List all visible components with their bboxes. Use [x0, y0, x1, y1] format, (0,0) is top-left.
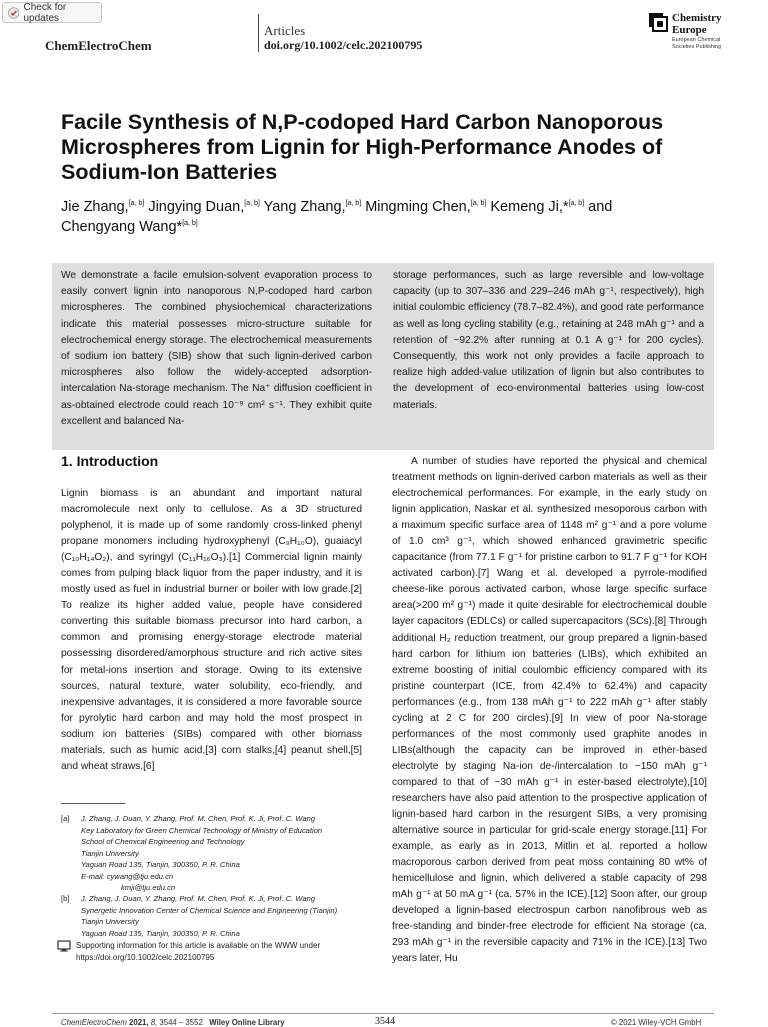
affiliation-b-lines	[81, 893, 401, 939]
article-title: Facile Synthesis of N,P-codoped Hard Carbon Nanoporous Microspheres from Lignin for High-Performance Anodes of Sodium-Ion Batteries	[61, 110, 664, 184]
author-name: Chengyang Wang*	[61, 219, 183, 235]
author-affiliation: [a, b]	[470, 200, 487, 208]
affiliation-line: Tianjin University	[81, 917, 139, 926]
publisher-subtitle-line1: European Chemical	[672, 37, 721, 43]
author-affiliation: [a, b]	[128, 200, 145, 208]
section-label: Articles	[264, 23, 306, 38]
affiliation-line: J. Zhang, J. Duan, Y. Zhang, Prof. M. Chen, Prof. K. Ji, Prof. C. Wang	[81, 894, 316, 903]
affiliation-line: Yaguan Road 135, Tianjin, 300350, P. R. China	[81, 928, 240, 938]
affiliation-a-lines	[81, 813, 401, 894]
affiliation-a	[61, 813, 401, 894]
affiliation-line: Tianjin University	[81, 848, 139, 858]
footer-divider	[52, 1013, 714, 1014]
footer-copyright: © 2021 Wiley-VCH GmbH	[611, 1018, 702, 1027]
abstract-column-right: storage performances, such as large reversible and low-voltage capacity (up to 307–336 and 229–246 mAh g⁻¹, respectively), high initial coulombic efficiency (78.7–82.4%), and good rate performance as well as long cycling stability (e.g., retaining at 248 mAh g⁻¹ and a retention of ~92.2% after running at 0.1 A g⁻¹ for 200 cycles). Consequently, this work not only provides a facile approach to realize high added-value utilization of lignin but also contributes to the development of eco-environmental batteries using low-cost materials.	[393, 270, 704, 411]
supporting-info-note[interactable]: Supporting information for this article is available on the WWW under https://doi.org/10.1002/celc.202100795	[76, 941, 321, 962]
footer-library-link[interactable]: Wiley Online Library	[209, 1018, 285, 1027]
author-list	[61, 197, 721, 237]
footer-volume: 8,	[150, 1018, 158, 1027]
section-heading: 1. Introduction	[61, 453, 159, 469]
publisher-name-line1: Chemistry	[672, 12, 722, 24]
check-for-updates-badge[interactable]	[2, 2, 102, 23]
intro-paragraph-left: Lignin biomass is an abundant and important natural macromolecule next only to cellulose. As a 3D structured polyphenol, it is made up of some randomly cross-linked phenyl propane monomers including hydroxyphenyl (C₉H₁₀O), guaiacyl (C₁₀H₁₄O₂), and syringyl (C₁₁H₁₆O₃).[1] Commercial lignin mainly comes from pulping black liquor from the paper industry, and it is mostly used as fuel in industrial burner or boiler with low grade.[2] To realize its higher added value, people have considered converting this suitable biomass precursor into hard carbon, a common and promising energy-storage electrode material possessing disordered/amorphous structure and rich active sites for metal-ions insertion and storage. Owing to its extensive sources, natural texture, water solubility, eco-friendly, and inexpensive advantages, it is considered a more favorable source for pyrolytic hard carbon and may hold the most prospect in sodium ion batteries (SIBs) compared with other biomass materials, such as humic acid,[3] corn stalks,[4] peanut shell,[5] and wheat straws.[6]	[61, 488, 362, 772]
affiliation-line: School of Chemical Engineering and Technology	[81, 837, 245, 846]
affiliation-line: Key Laboratory for Green Chemical Technology of Ministry of Education	[81, 825, 323, 835]
author-conjunction: and	[588, 199, 613, 215]
author-name: Yang Zhang,	[263, 199, 346, 215]
author-affiliation: [a, b]	[244, 200, 260, 208]
affiliation-tag: [b]	[61, 894, 70, 903]
publisher-name	[672, 12, 742, 36]
affiliation-tag: [a]	[61, 814, 70, 823]
footer-citation	[61, 1018, 285, 1027]
author-name: Jie Zhang,	[61, 199, 129, 215]
abstract-column-left: We demonstrate a facile emulsion-solvent evaporation process to easily convert lignin into nanoporous N,P-codoped hard carbon microspheres. The combined physiochemical characterizations indicate this material possesses micro-structure suitable for electrochemical energy storage. The electrochemical measurements of sodium ion battery (SIB) show that such lignin-derived carbon microspheres also follow the widely-accepted adsorption-intercalation Na-storage mechanism. The Na⁺ diffusion coefficient in as-obtained electrode could reach 10⁻⁹ cm² s⁻¹. They exhibit quite excellent and balanced Na-	[61, 270, 372, 427]
article-doi[interactable]: doi.org/10.1002/celc.202100795	[264, 38, 423, 52]
supporting-info-computer-icon	[57, 940, 71, 952]
header-divider	[258, 14, 259, 52]
footer-journal: ChemElectroChem	[61, 1018, 127, 1027]
footer-year: 2021,	[129, 1018, 149, 1027]
author-name: Jingying Duan,	[148, 199, 245, 215]
check-for-updates-label: Check for updates	[23, 1, 67, 24]
affiliation-email[interactable]: E-mail: cywang@tju.edu.cn	[81, 871, 174, 881]
chemistry-europe-logo-icon	[648, 12, 670, 38]
author-affiliation: [a, b]	[345, 200, 362, 208]
footnote-divider	[61, 803, 125, 804]
affiliation-line: J. Zhang, J. Duan, Y. Zhang, Prof. M. Chen, Prof. K. Ji, Prof. C. Wang	[81, 814, 316, 823]
author-name: Mingming Chen,	[365, 199, 471, 215]
journal-name: ChemElectroChem	[45, 38, 152, 53]
affiliation-line: Synergetic Innovation Center of Chemical Science and Engineering (Tianjin)	[81, 905, 338, 915]
author-affiliation: [a, b]	[568, 200, 585, 208]
publisher-subtitle	[672, 37, 752, 51]
page-number: 3544	[375, 1016, 395, 1027]
intro-paragraph-right: A number of studies have reported the physical and chemical treatment methods on lignin-derived carbon materials as well as their electrochemical performances. For example, in the early study on lignin application, Naskar et al. synthesized mesoporous carbon with a maximum specific surface area of 1148 m² g⁻¹ and a pore volume of 1.0 cm³ g⁻¹, which showed enhanced gravimetric specific capacitance (from 77.1 F g⁻¹ for pristine carbon to 91.7 F g⁻¹ for KOH activated carbon).[7] Wang et al. developed a pyrrole-modified cheese-like porous activated carbon, whose large specific surface area(>200 m² g⁻¹) made it quite desirable for electrochemical double layer capacitors (EDLCs) or called supercapacitors (SCs).[8] Through additional H₂ reduction treatment, our group prepared a lignin-based hard carbon for lithium ion batteries (LIBs), which exhibited an extreme boosting of initial coulombic efficiency compared with its pristine counterpart (ICE, from 42.4% to 62.4%) and capacity performances (e.g., from 138 mAh g⁻¹ to 222 mAh g⁻¹ after stably cycling at 2 C for 200 circles).[9] In view of poor Na-storage performances of the most commonly used graphite anodes in LIBs(although the capacity can be improved in ether-based electrolyte by staging Na-ion de-/intercalation to ~150 mAh g⁻¹ compared to that of ~30 mAh g⁻¹ in ester-based electrolyte),[10] researchers have also paid attention to the prospective application of lignin-based hard carbon in the resurgent SIBs, a very promising alternative source in particular for grid-scale energy storage.[11] For example, as early as in 2013, Mitlin et al. reported a hollow macroporous carbon derived from peat moss containing 80 wt% of hemicellulose and lignin, which delivered a stable capacity of 298 mAh g⁻¹ at 50 mA g⁻¹ (ca. 57% in the ICE).[12] Soon after, our group developed a lignin-based electrospun carbon nanofibrous web as free-standing and binder-free electrode for efficient Na storage (ca. 293 mAh g⁻¹ in the reversible capacity and 71% in the ICE).[13] Two years later, Hu	[392, 456, 707, 965]
author-affiliation: [a, b]	[182, 220, 198, 228]
affiliation-email[interactable]: kmji@tju.edu.cn	[121, 883, 176, 892]
affiliation-b	[61, 893, 401, 940]
affiliation-line: Yaguan Road 135, Tianjin, 300350, P. R. China	[81, 860, 240, 869]
crossmark-icon	[8, 7, 19, 19]
publisher-name-line2: Europe	[672, 24, 707, 36]
publisher-subtitle-line2: Societies Publishing	[672, 44, 722, 50]
author-name: Kemeng Ji,*	[490, 199, 569, 215]
footer-pages: 3544 – 3552	[159, 1018, 203, 1027]
